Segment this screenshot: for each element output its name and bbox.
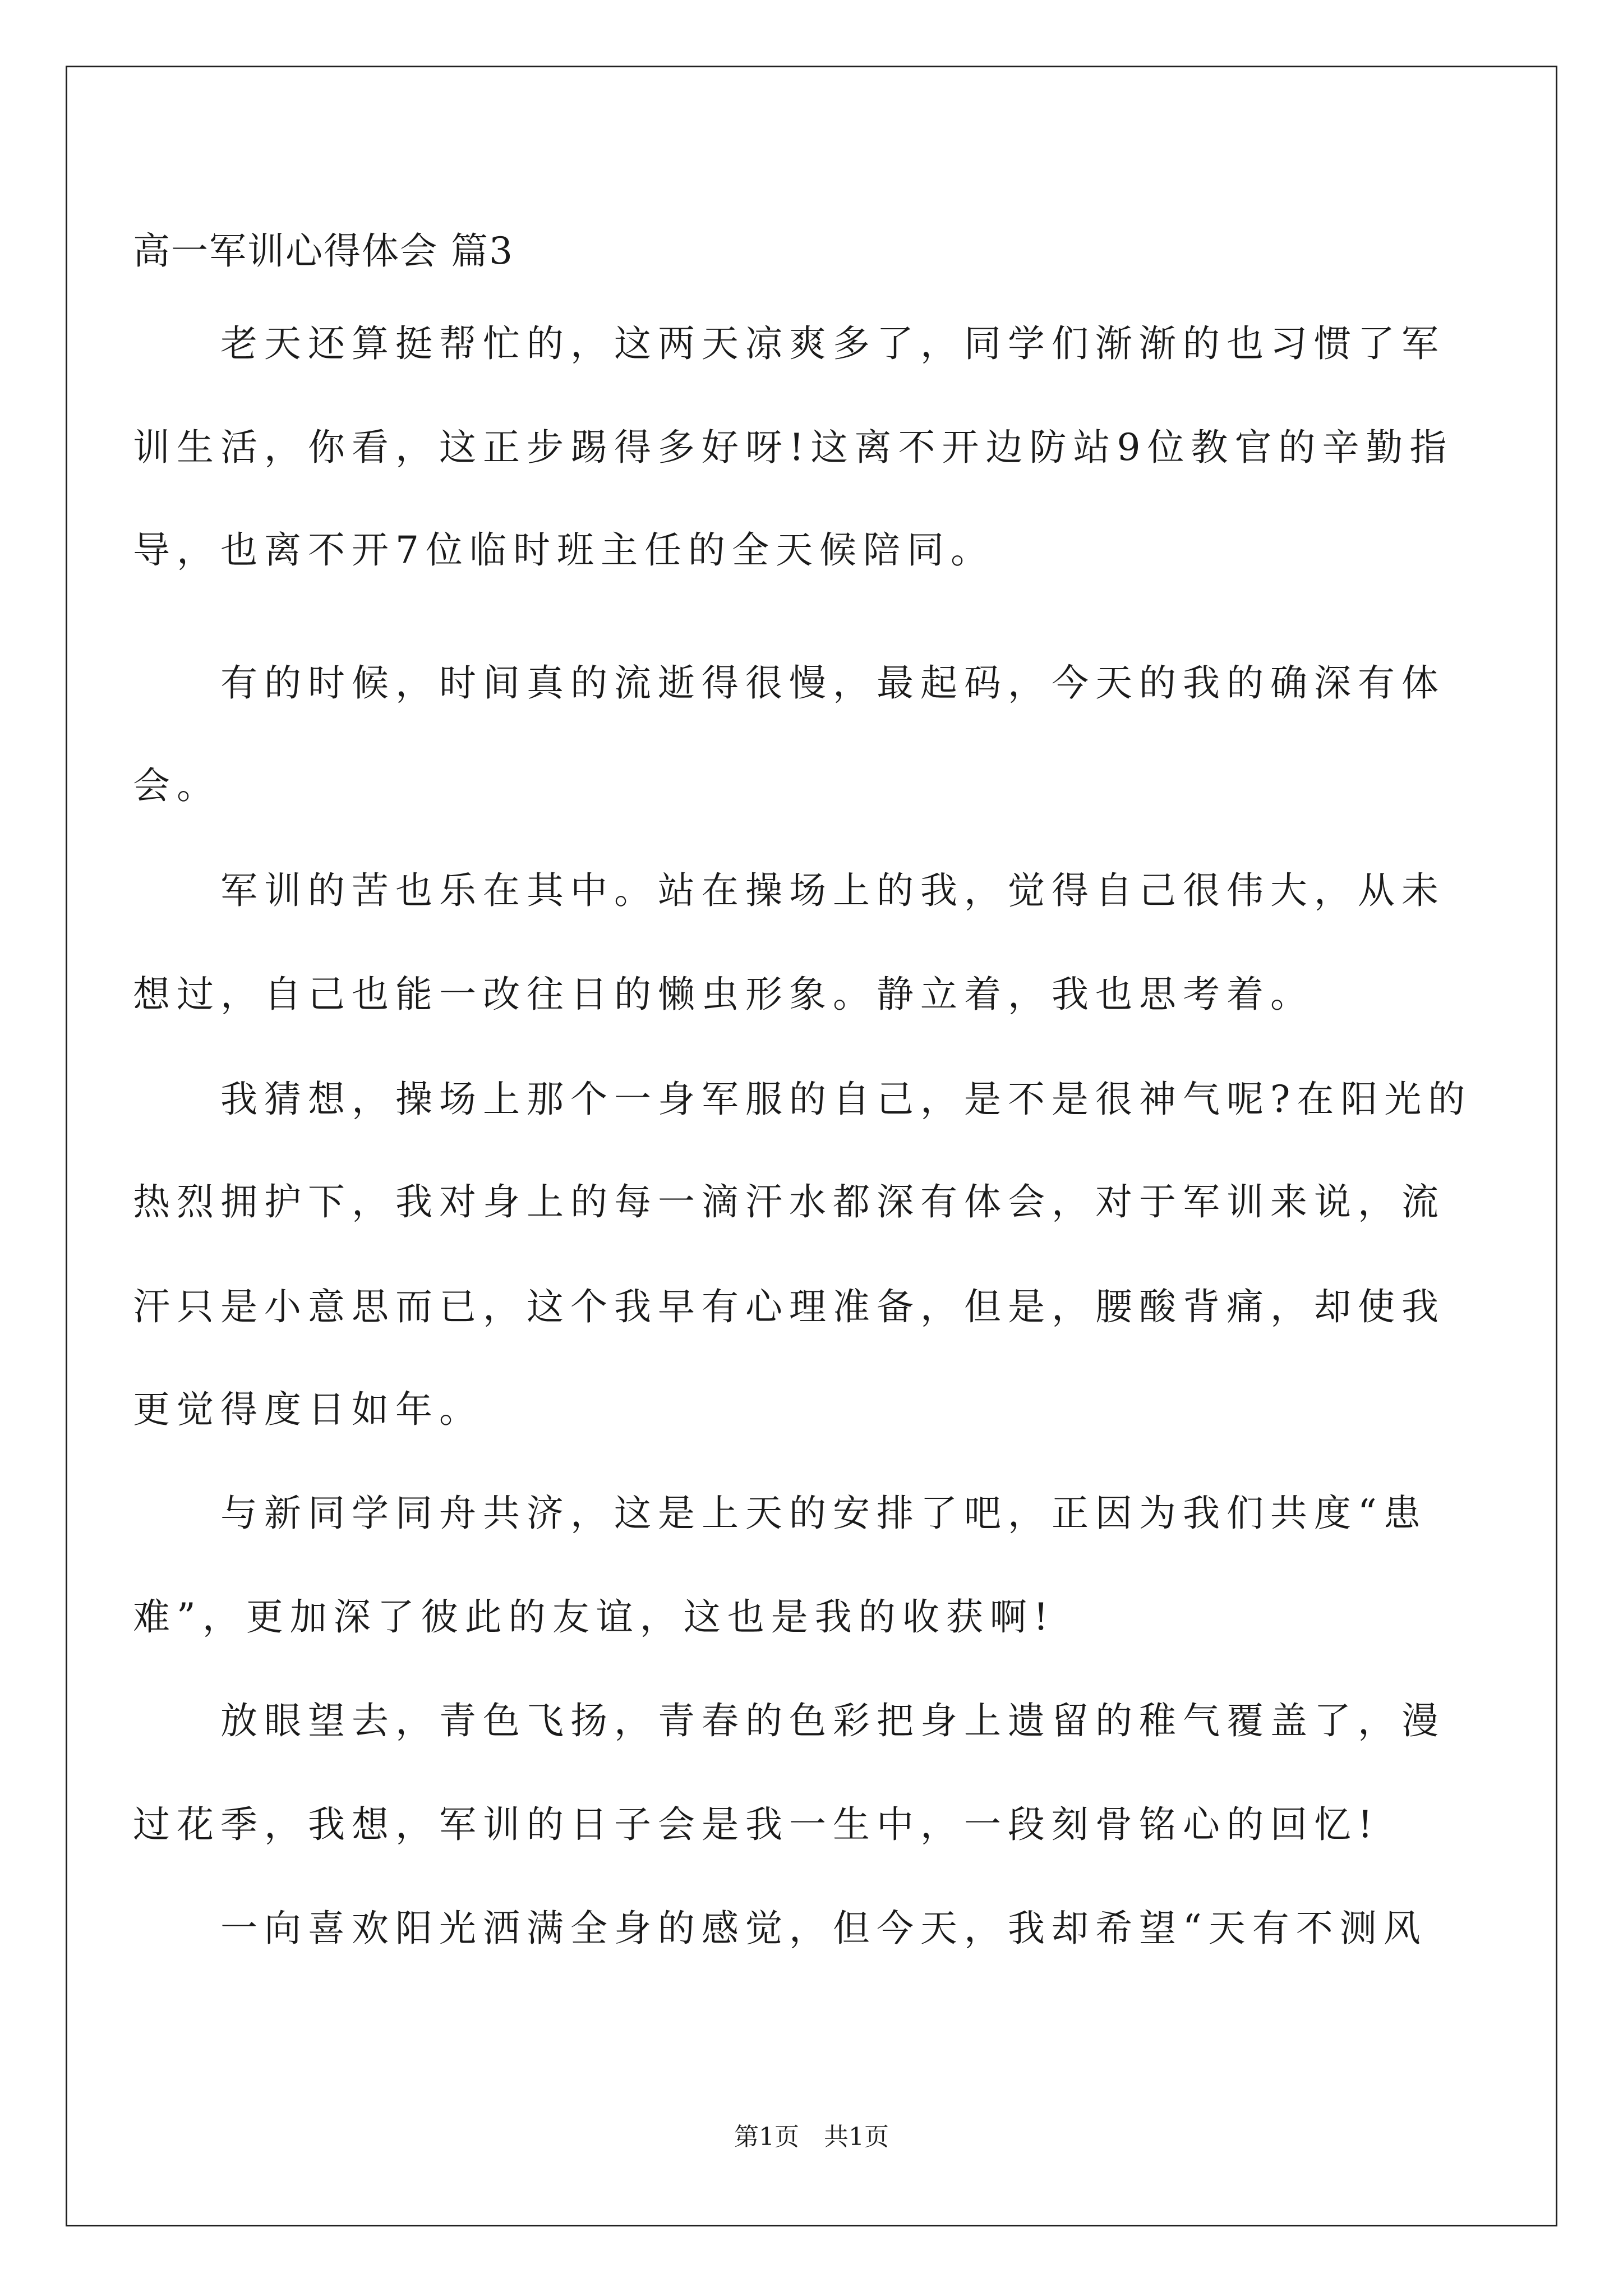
text-line: 放眼望去，青色飞扬，青春的色彩把身上遗留的稚气覆盖了，漫 <box>133 1699 1445 1742</box>
text-line: 训生活，你看，这正步踢得多好呀!这离不开边防站9位教官的辛勤指 <box>133 426 1454 469</box>
text-line: 热烈拥护下，我对身上的每一滴汗水都深有体会，对于军训来说，流 <box>133 1180 1445 1223</box>
text-line: 导，也离不开7位临时班主任的全天候陪同。 <box>133 528 994 572</box>
text-line: 更觉得度日如年。 <box>133 1388 483 1431</box>
text-line: 难”，更加深了彼此的友谊，这也是我的收获啊! <box>133 1595 1055 1639</box>
text-line: 有的时候，时间真的流逝得很慢，最起码，今天的我的确深有体 <box>133 661 1445 705</box>
document-title: 高一军训心得体会 篇3 <box>133 229 514 273</box>
text-line: 军训的苦也乐在其中。站在操场上的我，觉得自己很伟大，从未 <box>133 869 1445 912</box>
text-line: 老天还算挺帮忙的，这两天凉爽多了，同学们渐渐的也习惯了军 <box>133 322 1445 365</box>
text-line: 与新同学同舟共济，这是上天的安排了吧，正因为我们共度“患 <box>133 1492 1427 1535</box>
text-line: 我猜想，操场上那个一身军服的自己，是不是很神气呢?在阳光的 <box>133 1078 1472 1121</box>
page-number-footer: 第1页 共1页 <box>734 2123 889 2151</box>
text-line: 一向喜欢阳光洒满全身的感觉，但今天，我却希望“天有不测风 <box>133 1907 1427 1950</box>
text-line: 想过，自己也能一改往日的懒虫形象。静立着，我也思考着。 <box>133 973 1314 1016</box>
text-line: 过花季，我想，军训的日子会是我一生中，一段刻骨铭心的回忆! <box>133 1803 1380 1846</box>
text-line: 会。 <box>133 764 220 807</box>
text-line: 汗只是小意思而已，这个我早有心理准备，但是，腰酸背痛，却使我 <box>133 1285 1445 1328</box>
